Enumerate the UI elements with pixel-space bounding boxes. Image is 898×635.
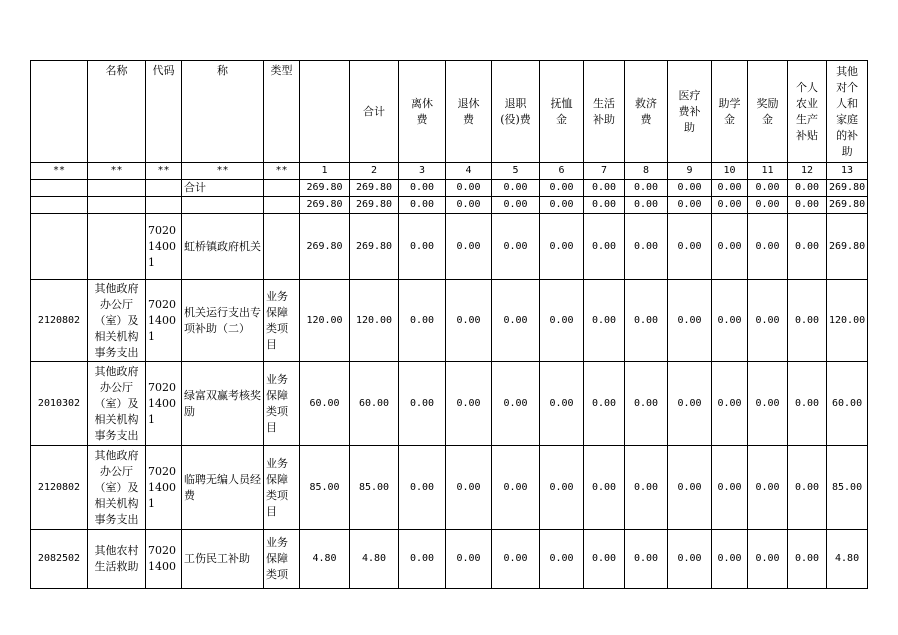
index-number: 8	[625, 163, 668, 180]
value-cell: 0.00	[492, 280, 540, 362]
value-cell: 0.00	[399, 280, 446, 362]
value-cell: 4.80	[827, 530, 868, 589]
value-cell: 60.00	[300, 362, 350, 446]
header-col-line: 个人	[796, 80, 818, 94]
value-cell: 85.00	[300, 446, 350, 530]
value-cell: 0.00	[399, 446, 446, 530]
header-col-line: 助	[684, 120, 695, 134]
header-col-line: 医疗	[678, 88, 701, 102]
header-code: 代码	[146, 61, 182, 163]
header-col-line: 补贴	[796, 128, 818, 142]
budget-table	[30, 60, 868, 589]
index-number: 7	[584, 163, 625, 180]
header-col-line: 金	[556, 112, 567, 126]
value-cell: 0.00	[712, 362, 748, 446]
item-name: 虹桥镇政府机关	[182, 214, 264, 280]
func-name: 其他农村生活救助	[88, 530, 146, 589]
value-cell: 269.80	[350, 197, 399, 214]
index-number: 5	[492, 163, 540, 180]
value-cell: 0.00	[584, 280, 625, 362]
item-kind	[264, 214, 300, 280]
index-mark: **	[182, 163, 264, 180]
value-cell: 0.00	[446, 446, 492, 530]
value-cell: 0.00	[668, 280, 712, 362]
index-number: 2	[350, 163, 399, 180]
func-name: 其他政府办公厅（室）及相关机构事务支出	[88, 446, 146, 530]
value-cell: 0.00	[399, 362, 446, 446]
unit-code: 70201400 1	[146, 446, 182, 530]
index-row	[31, 163, 868, 180]
header-col-line: 退职	[504, 96, 527, 110]
value-cell: 0.00	[668, 180, 712, 197]
index-mark: **	[31, 163, 88, 180]
header-col-line: 助	[841, 144, 853, 158]
header-col-line: 合计	[363, 104, 385, 118]
value-cell: 269.80	[827, 197, 868, 214]
header-col-line: 费	[640, 112, 652, 126]
func-code	[31, 180, 88, 197]
value-cell: 0.00	[492, 362, 540, 446]
item-kind: 业务保障类项目	[264, 446, 300, 530]
table-row	[31, 280, 868, 362]
header-col	[492, 61, 540, 163]
header-col-line: 助学	[718, 96, 741, 110]
index-number: 13	[827, 163, 868, 180]
unit-code	[146, 197, 182, 214]
value-cell: 0.00	[712, 180, 748, 197]
value-cell: 0.00	[625, 530, 668, 589]
item-name: 临聘无编人员经费	[182, 446, 264, 530]
func-code	[31, 214, 88, 280]
value-cell: 269.80	[350, 180, 399, 197]
value-cell: 0.00	[446, 197, 492, 214]
value-cell: 269.80	[300, 214, 350, 280]
header-col-line: 奖励	[756, 96, 779, 110]
unit-code: 70201400 1	[146, 214, 182, 280]
value-cell: 0.00	[584, 180, 625, 197]
header-col-line: 抚恤	[550, 96, 573, 110]
item-name: 工伤民工补助	[182, 530, 264, 589]
item-kind	[264, 180, 300, 197]
header-func-code	[31, 61, 88, 163]
value-cell: 0.00	[712, 197, 748, 214]
value-cell: 0.00	[668, 362, 712, 446]
value-cell: 0.00	[399, 180, 446, 197]
func-code	[31, 197, 88, 214]
value-cell: 0.00	[540, 180, 584, 197]
value-cell: 0.00	[584, 214, 625, 280]
value-cell: 0.00	[788, 530, 827, 589]
value-cell: 60.00	[350, 362, 399, 446]
func-name: 其他政府办公厅（室）及相关机构事务支出	[88, 362, 146, 446]
header-col	[399, 61, 446, 163]
header-blank	[300, 61, 350, 163]
header-col	[827, 61, 868, 163]
value-cell: 0.00	[668, 197, 712, 214]
value-cell: 0.00	[668, 446, 712, 530]
header-col	[446, 61, 492, 163]
header-col	[748, 61, 788, 163]
func-name	[88, 214, 146, 280]
value-cell: 0.00	[446, 180, 492, 197]
value-cell: 0.00	[788, 197, 827, 214]
value-cell: 269.80	[350, 214, 399, 280]
value-cell: 60.00	[827, 362, 868, 446]
value-cell: 0.00	[584, 197, 625, 214]
header-col-line: 生产	[796, 112, 818, 126]
header-col-line: 补助	[593, 112, 615, 126]
item-kind: 业务保障类项目	[264, 362, 300, 446]
header-col	[668, 61, 712, 163]
value-cell: 0.00	[625, 280, 668, 362]
value-cell: 0.00	[748, 197, 788, 214]
value-cell: 0.00	[540, 530, 584, 589]
table-row	[31, 214, 868, 280]
value-cell: 0.00	[668, 214, 712, 280]
value-cell: 0.00	[788, 180, 827, 197]
value-cell: 269.80	[827, 214, 868, 280]
header-col-line: 的补	[836, 128, 859, 142]
header-col	[712, 61, 748, 163]
header-col-line: 金	[724, 112, 735, 126]
func-name	[88, 180, 146, 197]
item-kind: 业务保障类项	[264, 530, 300, 589]
value-cell: 0.00	[748, 446, 788, 530]
unit-code: 70201400	[146, 530, 182, 589]
header-col-line: 对个	[836, 80, 859, 94]
value-cell: 0.00	[492, 530, 540, 589]
value-cell: 0.00	[492, 446, 540, 530]
index-number: 6	[540, 163, 584, 180]
value-cell: 0.00	[748, 280, 788, 362]
func-code: 2082502	[31, 530, 88, 589]
header-col-line: (役)费	[500, 112, 531, 126]
value-cell: 0.00	[584, 362, 625, 446]
value-cell: 0.00	[748, 214, 788, 280]
value-cell: 0.00	[446, 214, 492, 280]
unit-code	[146, 180, 182, 197]
value-cell: 0.00	[492, 197, 540, 214]
header-col-line: 人和	[836, 96, 859, 110]
value-cell: 85.00	[350, 446, 399, 530]
table-row	[31, 362, 868, 446]
value-cell: 0.00	[399, 530, 446, 589]
header-col-line: 费	[463, 112, 474, 126]
value-cell: 0.00	[788, 214, 827, 280]
unit-code: 70201400 1	[146, 280, 182, 362]
value-cell: 120.00	[300, 280, 350, 362]
header-kind: 类型	[264, 61, 300, 163]
index-number: 11	[748, 163, 788, 180]
value-cell: 0.00	[540, 280, 584, 362]
value-cell: 269.80	[300, 197, 350, 214]
func-code: 2120802	[31, 280, 88, 362]
header-col-line: 费	[416, 112, 428, 126]
header-row	[31, 61, 868, 163]
value-cell: 0.00	[540, 446, 584, 530]
func-name	[88, 197, 146, 214]
value-cell: 0.00	[492, 214, 540, 280]
item-name	[182, 197, 264, 214]
value-cell: 0.00	[625, 446, 668, 530]
table-row	[31, 197, 868, 214]
header-col	[350, 61, 399, 163]
value-cell: 0.00	[788, 446, 827, 530]
value-cell: 4.80	[350, 530, 399, 589]
table-row	[31, 446, 868, 530]
header-col	[788, 61, 827, 163]
index-number: 10	[712, 163, 748, 180]
value-cell: 0.00	[712, 280, 748, 362]
value-cell: 0.00	[625, 214, 668, 280]
index-mark: **	[146, 163, 182, 180]
func-name: 其他政府办公厅（室）及相关机构事务支出	[88, 280, 146, 362]
func-code: 2120802	[31, 446, 88, 530]
value-cell: 0.00	[712, 446, 748, 530]
unit-code: 70201400 1	[146, 362, 182, 446]
header-col-line: 生活	[593, 96, 615, 110]
value-cell: 0.00	[712, 214, 748, 280]
value-cell: 0.00	[712, 530, 748, 589]
item-kind	[264, 197, 300, 214]
index-mark: **	[88, 163, 146, 180]
value-cell: 269.80	[827, 180, 868, 197]
header-col-line: 离休	[411, 96, 433, 110]
header-col-line: 家庭	[836, 112, 859, 126]
value-cell: 0.00	[540, 197, 584, 214]
header-col	[540, 61, 584, 163]
value-cell: 0.00	[540, 362, 584, 446]
value-cell: 269.80	[300, 180, 350, 197]
value-cell: 0.00	[625, 362, 668, 446]
value-cell: 0.00	[399, 214, 446, 280]
value-cell: 0.00	[748, 362, 788, 446]
value-cell: 0.00	[788, 362, 827, 446]
index-mark: **	[264, 163, 300, 180]
value-cell: 0.00	[584, 446, 625, 530]
value-cell: 0.00	[399, 197, 446, 214]
value-cell: 120.00	[350, 280, 399, 362]
table-row	[31, 530, 868, 589]
header-col	[584, 61, 625, 163]
header-col-line: 其他	[836, 64, 859, 78]
value-cell: 0.00	[446, 362, 492, 446]
header-col-line: 救济	[635, 96, 657, 110]
header-col-line: 农业	[796, 96, 818, 110]
index-number: 12	[788, 163, 827, 180]
index-number: 1	[300, 163, 350, 180]
value-cell: 0.00	[625, 197, 668, 214]
value-cell: 0.00	[584, 530, 625, 589]
index-number: 9	[668, 163, 712, 180]
value-cell: 0.00	[540, 214, 584, 280]
item-name: 机关运行支出专项补助（二）	[182, 280, 264, 362]
value-cell: 0.00	[446, 280, 492, 362]
item-kind: 业务保障类项目	[264, 280, 300, 362]
item-name: 绿富双赢考核奖励	[182, 362, 264, 446]
value-cell: 0.00	[748, 180, 788, 197]
header-col-line: 费补	[678, 104, 701, 118]
header-name: 名称	[88, 61, 146, 163]
index-number: 4	[446, 163, 492, 180]
value-cell: 4.80	[300, 530, 350, 589]
value-cell: 0.00	[748, 530, 788, 589]
header-col-line: 金	[762, 112, 773, 126]
item-name: 合计	[182, 180, 264, 197]
value-cell: 0.00	[625, 180, 668, 197]
value-cell: 0.00	[446, 530, 492, 589]
header-col	[625, 61, 668, 163]
header-title: 称	[182, 61, 264, 163]
index-number: 3	[399, 163, 446, 180]
func-code: 2010302	[31, 362, 88, 446]
value-cell: 0.00	[668, 530, 712, 589]
value-cell: 0.00	[788, 280, 827, 362]
value-cell: 120.00	[827, 280, 868, 362]
value-cell: 85.00	[827, 446, 868, 530]
value-cell: 0.00	[492, 180, 540, 197]
header-col-line: 退休	[457, 96, 480, 110]
table-row	[31, 180, 868, 197]
